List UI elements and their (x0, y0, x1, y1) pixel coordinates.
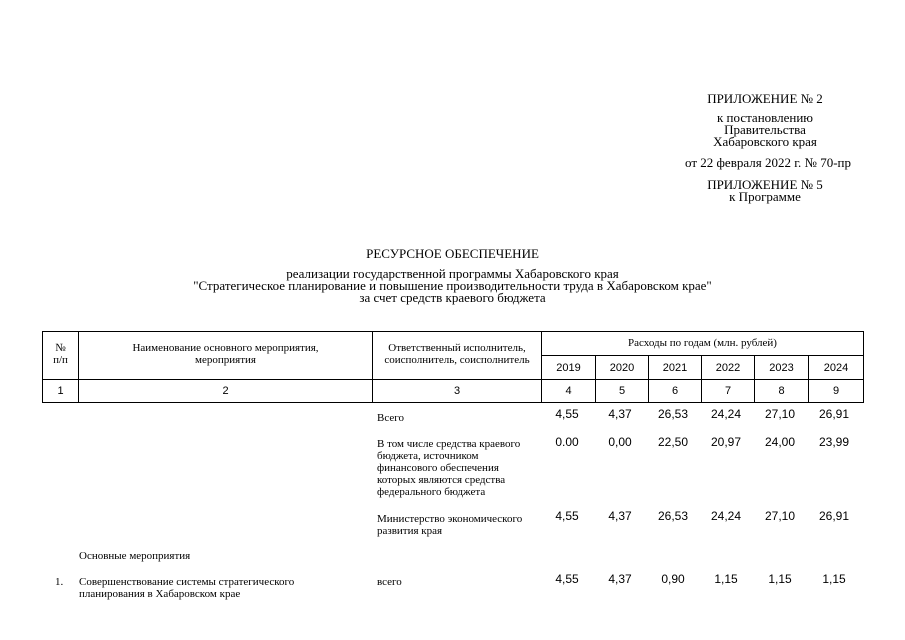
row-federal-line-4: которых являются средства (377, 474, 506, 486)
col-executor-header-line-1: Ответственный исполнитель, (388, 342, 526, 354)
col-executor-header-line-2: соисполнитель, соисполнитель (384, 354, 530, 366)
year-2021: 2021 (662, 362, 688, 374)
table-header (42, 331, 864, 403)
row-ministry-2024: 26,91 (818, 509, 850, 523)
row-federal-2023: 24,00 (764, 435, 796, 449)
col-number-header-line-1: № (55, 342, 66, 354)
item1-executor: всего (377, 576, 402, 588)
section-label: Основные мероприятия (79, 550, 191, 562)
row-federal-2022: 20,97 (710, 435, 742, 449)
col-expenses-header: Расходы по годам (млн. рублей) (628, 337, 777, 349)
item1-2020: 4,37 (608, 572, 632, 586)
row-federal-2020: 0,00 (608, 435, 632, 449)
col-num-3: 3 (453, 385, 461, 397)
row-federal-line-1: В том числе средства краевого (377, 438, 521, 450)
year-2020: 2020 (609, 362, 635, 374)
item1-2024: 1,15 (822, 572, 846, 586)
col-num-9: 9 (832, 385, 840, 397)
row-ministry-2020: 4,37 (608, 509, 632, 523)
col-name-header-line-1: Наименование основного мероприятия, (132, 342, 319, 354)
item1-number: 1. (55, 576, 64, 588)
col-num-4: 4 (565, 385, 572, 397)
row-federal-2024: 23,99 (818, 435, 850, 449)
row-ministry-2019: 4,55 (555, 509, 579, 523)
col-num-6: 6 (671, 385, 679, 397)
row-federal-line-2: бюджета, источником (377, 450, 479, 462)
row-federal-line-5: федерального бюджета (377, 486, 486, 498)
to-program-line: к Программе (729, 189, 801, 204)
row-total-2020: 4,37 (608, 407, 632, 421)
row-federal-line-3: финансового обеспечения (377, 462, 499, 474)
row-ministry-line-2: развития края (377, 525, 443, 537)
col-name-header (79, 342, 372, 366)
col-number-header-line-2: п/п (53, 354, 68, 366)
col-num-1: 1 (57, 385, 64, 397)
item1-2021: 0,90 (661, 572, 685, 586)
row-total-executor: Всего (377, 412, 404, 424)
row-ministry-2022: 24,24 (710, 509, 742, 523)
item1-name (79, 576, 294, 600)
col-number-header (43, 342, 78, 366)
col-num-5: 5 (618, 385, 626, 397)
row-ministry-2021: 26,53 (657, 509, 689, 523)
year-2022: 2022 (715, 362, 741, 374)
row-ministry-line-1: Министерство экономического (377, 513, 523, 525)
col-name-header-line-2: мероприятия (195, 354, 256, 366)
item1-2022: 1,15 (714, 572, 738, 586)
title-line-3: за счет средств краевого бюджета (359, 290, 546, 305)
resolution-line-2: Правительства (724, 122, 806, 137)
appendix-heading: ПРИЛОЖЕНИЕ № 2 (707, 91, 823, 106)
row-total-2019: 4,55 (555, 407, 579, 421)
row-total-2023: 27,10 (764, 407, 796, 421)
col-num-8: 8 (778, 385, 785, 397)
document-title: РЕСУРСНОЕ ОБЕСПЕЧЕНИЕ (366, 246, 539, 261)
item1-name-line-2: планирования в Хабаровском крае (79, 588, 241, 600)
row-total-2022: 24,24 (710, 407, 742, 421)
item1-name-line-1: Совершенствование системы стратегического (79, 576, 295, 588)
year-2023: 2023 (769, 362, 794, 374)
date-line: от 22 февраля 2022 г. № 70-пр (685, 155, 851, 170)
resolution-line-3: Хабаровского края (713, 134, 817, 149)
appendix-program-heading: ПРИЛОЖЕНИЕ № 5 (707, 177, 823, 192)
col-num-7: 7 (724, 385, 732, 397)
row-ministry-executor (377, 513, 522, 537)
item1-2023: 1,15 (768, 572, 792, 586)
item1-2019: 4,55 (555, 572, 579, 586)
title-line-1: реализации государственной программы Хабаровского края (286, 266, 619, 281)
year-2019: 2019 (556, 362, 581, 374)
row-total-2021: 26,53 (657, 407, 689, 421)
row-federal-executor (377, 438, 520, 498)
year-2024: 2024 (823, 362, 849, 374)
col-num-2: 2 (222, 385, 229, 397)
row-federal-2021: 22,50 (657, 435, 689, 449)
row-total-2024: 26,91 (818, 407, 850, 421)
col-executor-header (373, 342, 541, 366)
row-federal-2019: 0.00 (555, 435, 579, 449)
resolution-line-1: к постановлению (716, 110, 814, 125)
title-line-2: "Стратегическое планирование и повышение производительности труда в Хабаровском крае" (193, 278, 712, 293)
row-ministry-2023: 27,10 (764, 509, 796, 523)
